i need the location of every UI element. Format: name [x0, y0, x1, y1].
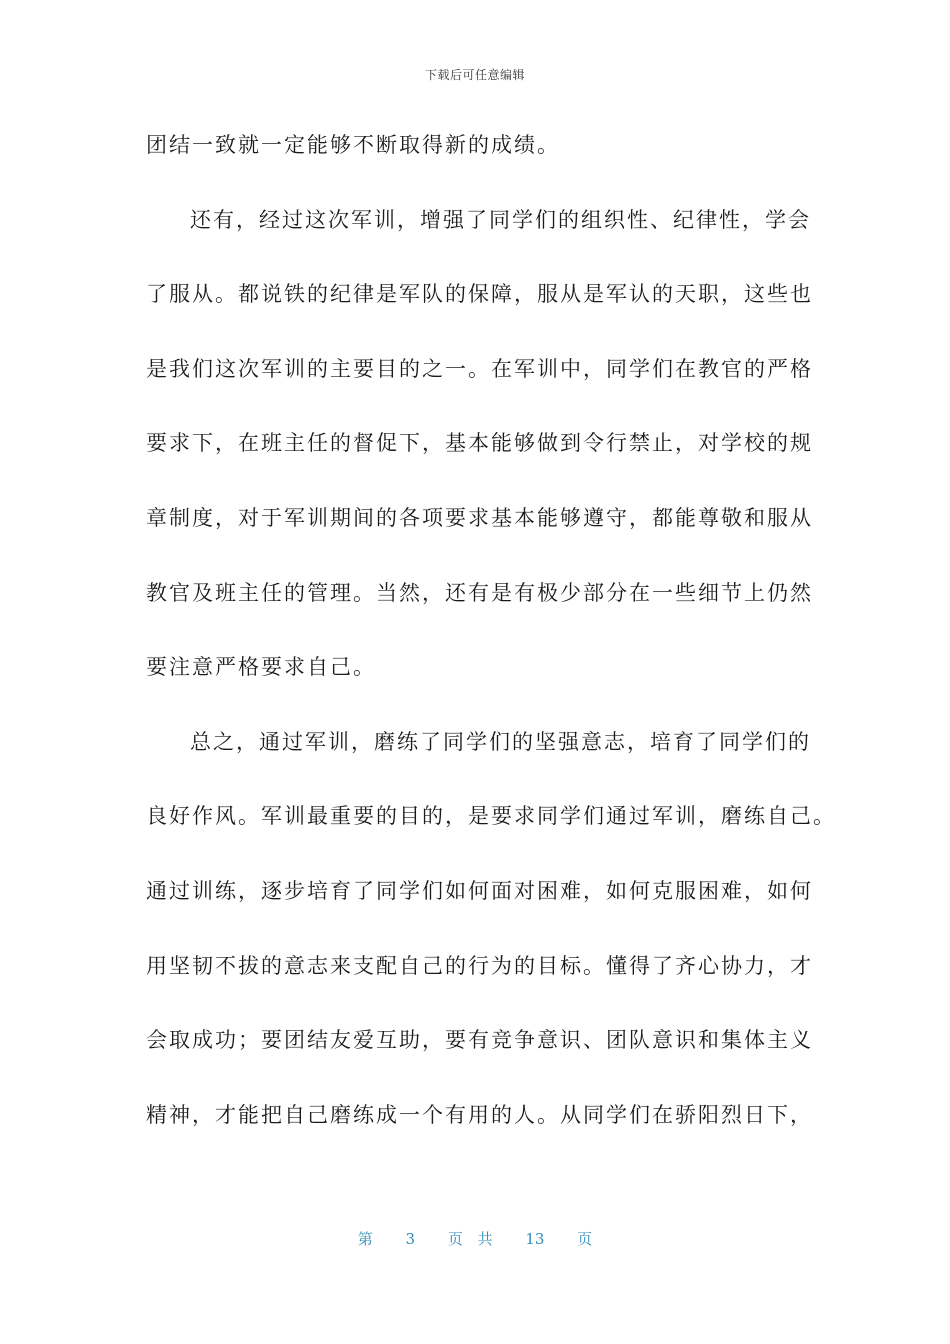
text-line-9: 总之，通过军训，磨练了同学们的坚强意志，培育了同学们的: [190, 729, 811, 754]
text-line-6: 章制度，对于军训期间的各项要求基本能够遵守，都能尊敬和服从: [146, 505, 813, 530]
footer-page-label: 第: [357, 1230, 373, 1248]
footer-total-pages: 13: [525, 1230, 545, 1248]
page-footer: [0, 1228, 950, 1249]
text-line-10: 良好作风。军训最重要的目的，是要求同学们通过军训，磨练自己。: [146, 804, 836, 829]
footer-page-of-label: 页 共: [447, 1230, 493, 1248]
document-body: [146, 123, 836, 1167]
text-line-11: 通过训练，逐步培育了同学们如何面对困难，如何克服困难，如何: [146, 878, 813, 903]
footer-current-page: 3: [405, 1230, 416, 1248]
text-line-8: 要注意严格要求自己。: [146, 655, 376, 680]
text-line-14: 精神，才能把自己磨练成一个有用的人。从同学们在骄阳烈日下，: [146, 1102, 813, 1127]
footer-pages-label: 页: [577, 1230, 593, 1248]
text-line-2: 还有，经过这次军训，增强了同学们的组织性、纪律性，学会: [190, 207, 811, 232]
text-line-12: 用坚韧不拔的意志来支配自己的行为的目标。懂得了齐心协力，才: [146, 953, 813, 978]
text-line-1: 团结一致就一定能够不断取得新的成绩。: [146, 133, 560, 157]
text-line-7: 教官及班主任的管理。当然，还有是有极少部分在一些细节上仍然: [146, 580, 813, 605]
text-line-13: 会取成功；要团结友爱互助，要有竞争意识、团队意识和集体主义: [146, 1028, 813, 1053]
text-line-5: 要求下，在班主任的督促下，基本能够做到令行禁止，对学校的规: [146, 431, 813, 456]
text-line-3: 了服从。都说铁的纪律是军队的保障，服从是军认的天职，这些也: [146, 282, 813, 307]
text-line-4: 是我们这次军训的主要目的之一。在军训中，同学们在教官的严格: [146, 356, 813, 381]
page-header: 下载后可任意编辑: [424, 68, 525, 82]
